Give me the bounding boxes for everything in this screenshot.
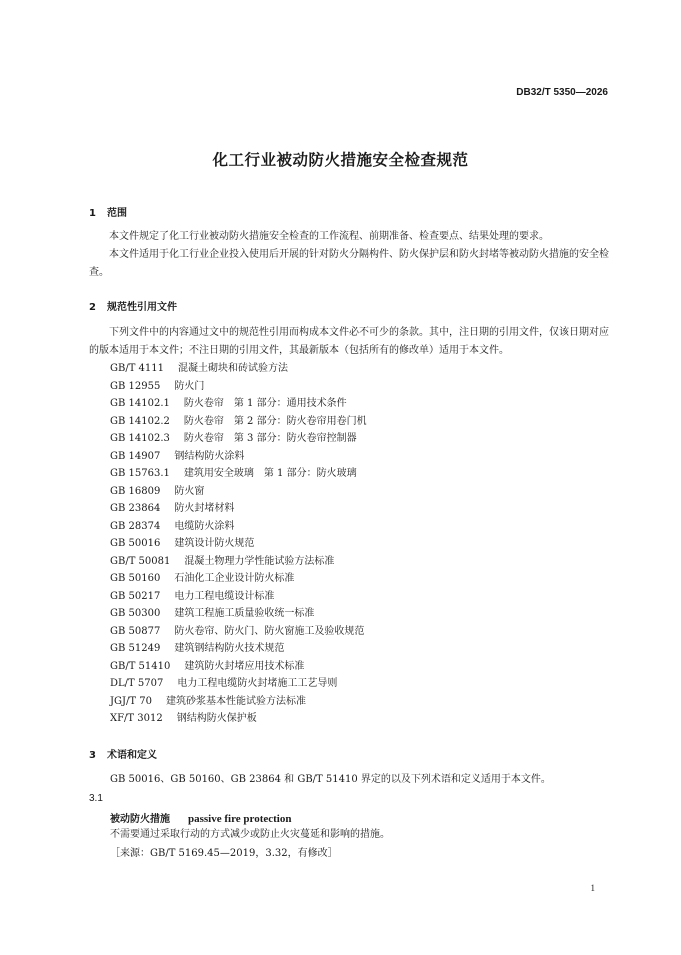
- reference-code: GB 14102.1: [110, 398, 170, 409]
- reference-title: 建筑防火封堵应用技术标准: [184, 660, 305, 672]
- section-title: 术语和定义: [107, 750, 157, 761]
- reference-code: GB 50160: [110, 573, 161, 584]
- reference-code: GB 12955: [110, 380, 161, 392]
- reference-item: [110, 675, 367, 693]
- reference-code: GB 50217: [110, 590, 161, 602]
- term-number: 3.1: [89, 793, 103, 804]
- reference-code: GB 14102.2: [110, 415, 170, 427]
- reference-code: GB/T 51410: [110, 660, 171, 672]
- reference-item: [110, 623, 367, 641]
- section-2-heading: [89, 298, 177, 313]
- reference-item: [110, 570, 367, 588]
- reference-code: GB/T 4111: [110, 363, 165, 374]
- document-title: 化工行业被动防火措施安全检查规范: [212, 151, 469, 169]
- term-chinese: 被动防火措施: [110, 814, 170, 825]
- reference-code: GB/T 50081: [110, 555, 171, 567]
- reference-title: 防火门: [174, 380, 205, 392]
- term-source: ［来源：GB/T 5169.45—2019，3.32，有修改］: [110, 848, 338, 859]
- reference-item: [110, 640, 367, 658]
- reference-item: [110, 658, 367, 676]
- term-definition: 不需要通过采取行动的方式减少或防止火灾蔓延和影响的措施。: [110, 829, 390, 840]
- reference-item: [110, 413, 367, 431]
- reference-code: JGJ/T 70: [110, 695, 152, 707]
- scope-paragraph-2: 本文件适用于化工行业企业投入使用后开展的针对防火分隔构件、防火保护层和防火封堵等被动防火措施的安全检查。: [89, 249, 609, 278]
- terms-intro: GB 50016、GB 50160、GB 23864 和 GB/T 51410 界定的以及下列术语和定义适用于本文件。: [110, 774, 551, 785]
- reference-title: 建筑工程施工质量验收统一标准: [174, 608, 315, 619]
- reference-code: GB 14102.3: [110, 433, 170, 444]
- section-3-heading: [89, 746, 157, 761]
- reference-title: 电力工程电缆防火封堵施工工艺导则: [177, 678, 338, 689]
- references-intro: 下列文件中的内容通过文中的规范性引用而构成本文件必不可少的条款。其中，注日期的引用文件，仅该日期对应的版本适用于本文件；不注日期的引用文件，其最新版本（包括所有的修改单）适用于本文件。: [89, 327, 609, 356]
- reference-code: GB 15763.1: [110, 468, 170, 479]
- reference-title: 建筑用安全玻璃 第 1 部分：防火玻璃: [183, 468, 357, 479]
- reference-title: 建筑砂浆基本性能试验方法标准: [165, 695, 306, 707]
- reference-item: [110, 465, 367, 483]
- reference-item: [110, 553, 367, 571]
- reference-title: 建筑设计防火规范: [174, 538, 255, 549]
- reference-item: [110, 430, 367, 448]
- reference-code: GB 50016: [110, 538, 161, 549]
- reference-code: GB 23864: [110, 503, 161, 514]
- reference-item: [110, 378, 367, 396]
- term-english: passive fire protection: [188, 813, 292, 825]
- reference-title: 电力工程电缆设计标准: [174, 590, 275, 602]
- section-number: 3: [89, 750, 96, 761]
- reference-item: [110, 483, 367, 501]
- reference-item: [110, 448, 367, 466]
- reference-title: 建筑钢结构防火技术规范: [174, 643, 285, 654]
- reference-item: [110, 693, 367, 711]
- reference-item: [110, 588, 367, 606]
- reference-title: 石油化工企业设计防火标准: [174, 573, 295, 584]
- section-number: 2: [89, 302, 96, 313]
- reference-code: DL/T 5707: [110, 678, 164, 689]
- reference-code: GB 14907: [110, 450, 161, 462]
- reference-code: GB 50877: [110, 625, 161, 637]
- reference-title: 防火卷帘 第 1 部分：通用技术条件: [183, 398, 347, 409]
- reference-title: 防火卷帘 第 2 部分：防火卷帘用卷门机: [183, 415, 367, 427]
- section-title: 规范性引用文件: [107, 302, 177, 313]
- reference-title: 防火窗: [174, 485, 205, 497]
- reference-item: [110, 360, 367, 378]
- reference-list: [110, 360, 367, 728]
- scope-paragraph-1: 本文件规定了化工行业被动防火措施安全检查的工作流程、前期准备、检查要点、结果处理的要求。: [109, 231, 549, 242]
- reference-code: GB 16809: [110, 485, 161, 497]
- reference-title: 防火封堵材料: [174, 503, 235, 514]
- section-title: 范围: [107, 208, 127, 219]
- reference-code: GB 51249: [110, 643, 161, 654]
- reference-item: [110, 710, 367, 728]
- reference-title: 防火卷帘、防火门、防火窗施工及验收规范: [174, 625, 365, 637]
- reference-title: 混凝土物理力学性能试验方法标准: [184, 555, 335, 567]
- reference-item: [110, 395, 367, 413]
- reference-title: 钢结构防火保护板: [176, 713, 257, 724]
- reference-code: XF/T 3012: [110, 713, 163, 724]
- reference-item: [110, 518, 367, 536]
- reference-title: 防火卷帘 第 3 部分：防火卷帘控制器: [183, 433, 357, 444]
- term-heading: [110, 810, 291, 825]
- reference-title: 混凝土砌块和砖试验方法: [178, 363, 289, 374]
- reference-item: [110, 535, 367, 553]
- reference-item: [110, 605, 367, 623]
- document-code: DB32/T 5350—2026: [516, 87, 608, 98]
- section-number: 1: [89, 208, 96, 219]
- page-number: 1: [590, 883, 595, 893]
- reference-code: GB 28374: [110, 520, 161, 532]
- reference-item: [110, 500, 367, 518]
- reference-title: 钢结构防火涂料: [174, 450, 245, 462]
- reference-title: 电缆防火涂料: [174, 520, 235, 532]
- reference-code: GB 50300: [110, 608, 161, 619]
- section-1-heading: [89, 204, 127, 219]
